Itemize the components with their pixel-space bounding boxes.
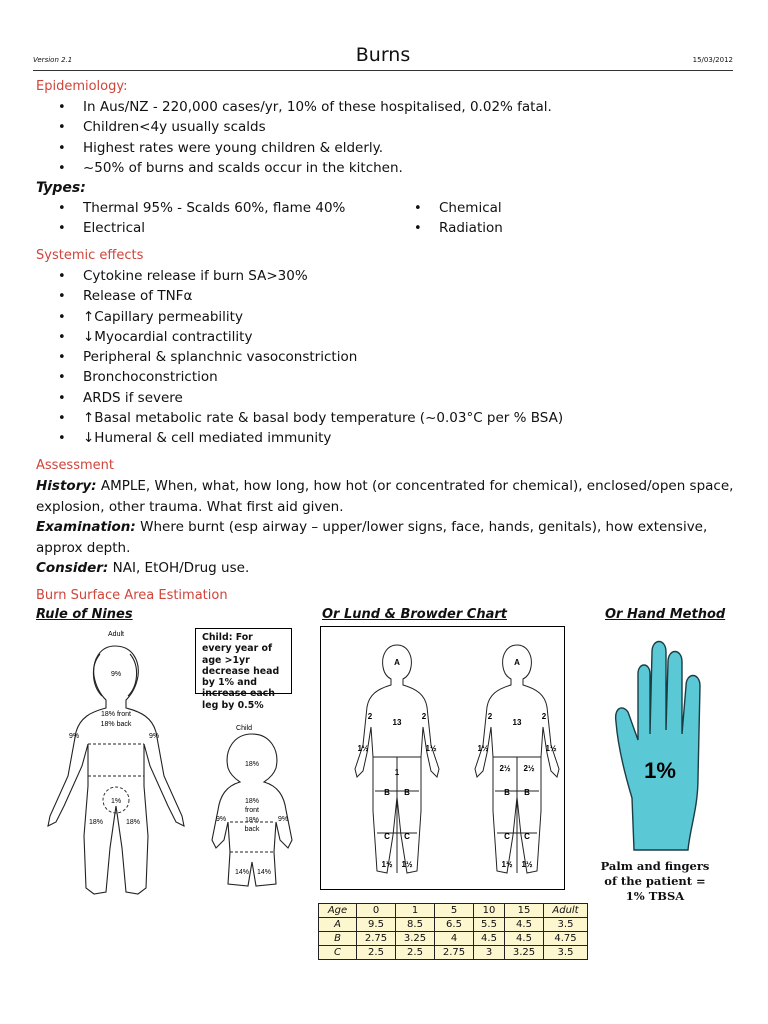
table-cell: 2.5 (396, 946, 435, 960)
epidemiology-list (58, 97, 552, 178)
list-item: • In Aus/NZ - 220,000 cases/yr, 10% of these hospitalised, 0.02% fatal. (58, 97, 552, 117)
table-cell: 2.75 (357, 932, 396, 946)
back-foot-right: 1½ (521, 860, 533, 869)
front-forearm-right: 1½ (425, 744, 437, 753)
front-thigh-left: B (384, 788, 390, 797)
examination-text: Where burnt (esp airway – upper/lower signs, face, hands, genitals), how extensive, approx depth. (36, 519, 708, 556)
child-trunk-front-a: 18% (244, 798, 260, 805)
child-arm-right-pct: 9% (277, 816, 289, 823)
table-cell: 8.5 (396, 918, 435, 932)
list-item: • Highest rates were young children & elderly. (58, 138, 552, 158)
front-leg-left: C (384, 832, 390, 841)
child-head-pct: 18% (244, 761, 260, 768)
table-cell: 3 (474, 946, 505, 960)
adult-arm-left-pct: 9% (68, 733, 80, 740)
history-label: History: (36, 478, 97, 494)
list-item: • Peripheral & splanchnic vasoconstriction (58, 347, 563, 367)
lund-browder-title: Or Lund & Browder Chart (322, 607, 507, 622)
examination-paragraph (36, 517, 748, 558)
table-row (319, 918, 588, 932)
table-cell: 2.5 (357, 946, 396, 960)
adult-genital-pct: 1% (110, 798, 122, 805)
version-label: Version 2.1 (33, 56, 73, 64)
list-item: • ↓Humeral & cell mediated immunity (58, 428, 563, 448)
front-foot-left: 1½ (381, 860, 393, 869)
consider-text: NAI, EtOH/Drug use. (108, 560, 250, 576)
history-text: AMPLE, When, what, how long, how hot (or concentrated for chemical), enclosed/open space, explosion, other trauma. What first aid given. (36, 478, 734, 515)
back-trunk-label: 13 (512, 718, 522, 727)
front-leg-right: C (404, 832, 410, 841)
front-upper-arm-left: 2 (367, 712, 373, 721)
adult-leg-right-pct: 18% (125, 819, 141, 826)
table-cell: 4.5 (474, 932, 505, 946)
front-trunk-label: 13 (392, 718, 402, 727)
table-row (319, 904, 588, 918)
front-foot-right: 1½ (401, 860, 413, 869)
table-cell: Age (319, 904, 357, 918)
table-cell: 0 (357, 904, 396, 918)
front-head-label: A (394, 658, 400, 667)
front-genital: 1 (394, 768, 400, 777)
table-cell: 3.25 (396, 932, 435, 946)
front-upper-arm-right: 2 (421, 712, 427, 721)
hand-method-title: Or Hand Method (605, 607, 726, 622)
front-body-outline (355, 645, 439, 873)
table-cell: 5.5 (474, 918, 505, 932)
table-cell: 3.25 (505, 946, 544, 960)
table-cell: 15 (505, 904, 544, 918)
back-buttock-right: 2½ (523, 764, 535, 773)
adult-trunk-front: 18% front (101, 711, 131, 718)
child-arm-left-pct: 9% (215, 816, 227, 823)
back-leg-right: C (524, 832, 530, 841)
list-item: • Thermal 95% - Scalds 60%, flame 40% (58, 198, 345, 218)
child-note-box: Child: For every year of age >1yr decrease head by 1% and increase each leg by 0.5% (195, 628, 292, 694)
child-trunk-back-b: back (244, 826, 260, 833)
adult-head-pct: 9% (110, 671, 122, 678)
table-row (319, 946, 588, 960)
page-header (33, 40, 733, 71)
systemic-list (58, 266, 563, 449)
history-paragraph (36, 476, 748, 517)
back-buttock-left: 2½ (499, 764, 511, 773)
adult-arm-right-pct: 9% (148, 733, 160, 740)
child-label: Child (236, 725, 252, 732)
list-item: • Children<4y usually scalds (58, 117, 552, 137)
table-cell: 3.5 (544, 918, 588, 932)
hand-icon (616, 642, 700, 851)
back-upper-arm-left: 2 (487, 712, 493, 721)
examination-label: Examination: (36, 519, 136, 535)
back-head-label: A (514, 658, 520, 667)
table-row (319, 932, 588, 946)
systemic-heading: Systemic effects (36, 248, 144, 263)
list-item: • Electrical (58, 218, 345, 238)
hand-caption: Palm and fingers of the patient = 1% TBSA (600, 859, 710, 903)
epidemiology-heading: Epidemiology: (36, 79, 128, 94)
types-list-left (58, 198, 345, 239)
adult-trunk-back: 18% back (100, 721, 132, 728)
table-cell: C (319, 946, 357, 960)
child-trunk-front-b: front (244, 807, 260, 814)
types-heading: Types: (36, 180, 86, 196)
list-item: • ↓Myocardial contractility (58, 327, 563, 347)
table-cell: 4.5 (505, 932, 544, 946)
back-body-outline (475, 645, 559, 873)
hand-percent: 1% (644, 758, 676, 783)
back-forearm-right: 1½ (545, 744, 557, 753)
list-item: • Bronchoconstriction (58, 367, 563, 387)
back-forearm-left: 1½ (477, 744, 489, 753)
table-cell: 4.5 (505, 918, 544, 932)
rule-of-nines-title: Rule of Nines (36, 607, 133, 622)
adult-body-outline (48, 646, 184, 894)
page-title: Burns (355, 44, 411, 66)
back-leg-left: C (504, 832, 510, 841)
table-cell: 5 (435, 904, 474, 918)
list-item: • ARDS if severe (58, 388, 563, 408)
list-item: • Release of TNFα (58, 286, 563, 306)
child-leg-right-pct: 14% (256, 869, 272, 876)
table-cell: B (319, 932, 357, 946)
consider-label: Consider: (36, 560, 109, 576)
list-item: • ↑Capillary permeability (58, 307, 563, 327)
table-cell: 1 (396, 904, 435, 918)
consider-paragraph (36, 558, 748, 579)
back-thigh-right: B (524, 788, 530, 797)
list-item: • ~50% of burns and scalds occur in the kitchen. (58, 158, 552, 178)
list-item: • Cytokine release if burn SA>30% (58, 266, 563, 286)
front-forearm-left: 1½ (357, 744, 369, 753)
table-cell: 10 (474, 904, 505, 918)
lund-browder-chart (320, 626, 565, 890)
date-label: 15/03/2012 (692, 56, 733, 64)
table-cell: Adult (544, 904, 588, 918)
back-foot-left: 1½ (501, 860, 513, 869)
front-thigh-right: B (404, 788, 410, 797)
table-cell: 6.5 (435, 918, 474, 932)
back-upper-arm-right: 2 (541, 712, 547, 721)
table-cell: 3.5 (544, 946, 588, 960)
table-cell: 4 (435, 932, 474, 946)
table-cell: 2.75 (435, 946, 474, 960)
table-cell: A (319, 918, 357, 932)
back-thigh-left: B (504, 788, 510, 797)
types-list-right (414, 198, 503, 239)
hand-figure (612, 628, 712, 856)
adult-leg-left-pct: 18% (88, 819, 104, 826)
adult-label: Adult (108, 631, 124, 638)
table-cell: 9.5 (357, 918, 396, 932)
list-item: • Radiation (414, 218, 503, 238)
age-table (318, 903, 588, 960)
child-leg-left-pct: 14% (234, 869, 250, 876)
list-item: • ↑Basal metabolic rate & basal body temperature (~0.03°C per % BSA) (58, 408, 563, 428)
table-cell: 4.75 (544, 932, 588, 946)
list-item: • Chemical (414, 198, 503, 218)
lund-browder-figure (321, 627, 564, 889)
assessment-heading: Assessment (36, 458, 114, 473)
bsa-heading: Burn Surface Area Estimation (36, 588, 228, 603)
child-trunk-back-a: 18% (244, 817, 260, 824)
